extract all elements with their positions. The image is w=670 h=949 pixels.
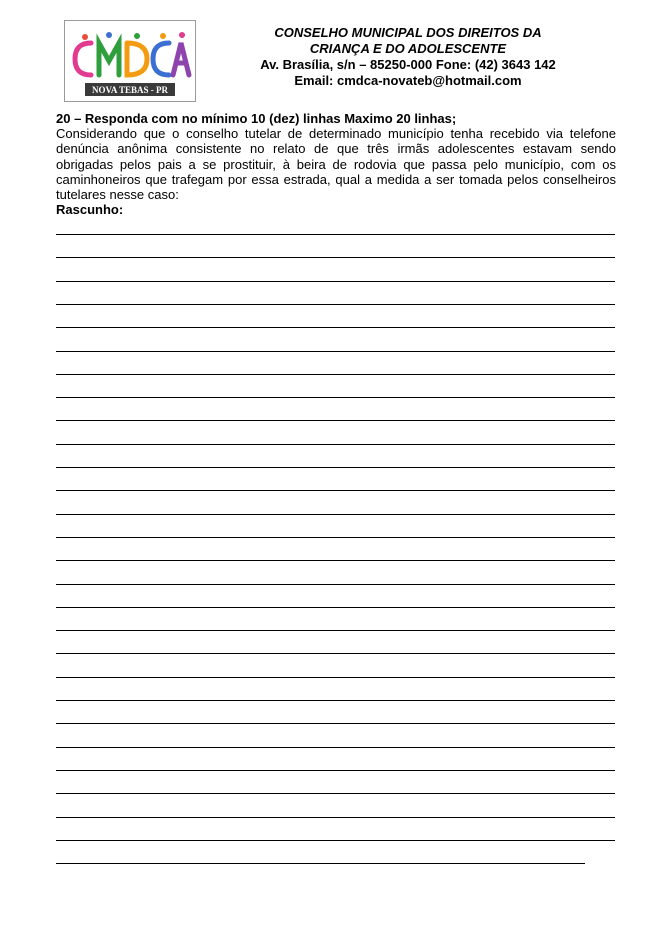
answer-line[interactable] [56, 351, 615, 352]
answer-line[interactable] [56, 420, 615, 421]
answer-line[interactable] [56, 397, 615, 398]
answer-line[interactable] [56, 444, 615, 445]
answer-line[interactable] [56, 630, 615, 631]
answer-line[interactable] [56, 560, 615, 561]
org-address: Av. Brasília, s/n – 85250-000 Fone: (42) 3643 142 [260, 57, 556, 72]
answer-line[interactable] [56, 257, 615, 258]
logo-banner-text: NOVA TEBAS - PR [92, 85, 168, 95]
answer-line[interactable] [56, 327, 615, 328]
org-name-line2: CRIANÇA E DO ADOLESCENTE [309, 41, 507, 56]
answer-line[interactable] [56, 234, 615, 235]
question-block [56, 111, 616, 217]
answer-line[interactable] [56, 840, 615, 841]
answer-line[interactable] [56, 747, 615, 748]
answer-line[interactable] [56, 653, 615, 654]
org-email: Email: cmdca-novateb@hotmail.com [294, 73, 522, 88]
answer-line[interactable] [56, 817, 615, 818]
answer-line[interactable] [56, 537, 615, 538]
answer-line[interactable] [56, 723, 615, 724]
answer-line[interactable] [56, 863, 585, 864]
answer-line[interactable] [56, 584, 615, 585]
question-title: 20 – Responda com no mínimo 10 (dez) linhas Maximo 20 linhas; [56, 111, 457, 126]
org-name-line1: CONSELHO MUNICIPAL DOS DIREITOS DA [274, 25, 542, 40]
answer-line[interactable] [56, 304, 615, 305]
answer-line[interactable] [56, 677, 615, 678]
answer-line[interactable] [56, 374, 615, 375]
answer-line[interactable] [56, 514, 615, 515]
logo-emblem-icon [65, 21, 195, 101]
answer-line[interactable] [56, 700, 615, 701]
organization-header [238, 25, 578, 89]
answer-line[interactable] [56, 490, 615, 491]
answer-line[interactable] [56, 793, 615, 794]
answer-line[interactable] [56, 607, 615, 608]
draft-label: Rascunho: [56, 202, 124, 218]
answer-line[interactable] [56, 770, 615, 771]
answer-line[interactable] [56, 281, 615, 282]
cmdca-logo [64, 20, 196, 102]
answer-line[interactable] [56, 467, 615, 468]
question-body: Considerando que o conselho tutelar de determinado município tenha recebido via telefone denúncia anônima consistente no relato de que três irmãs adolescentes estavam sendo obrigadas pelos pais a se prostituir, à beira de rodovia que passa pelo município, com os caminhoneiros que trafegam por essa estrada, qual a medida a ser tomada pelos conselheiros tutelares nesse caso: [56, 126, 616, 203]
